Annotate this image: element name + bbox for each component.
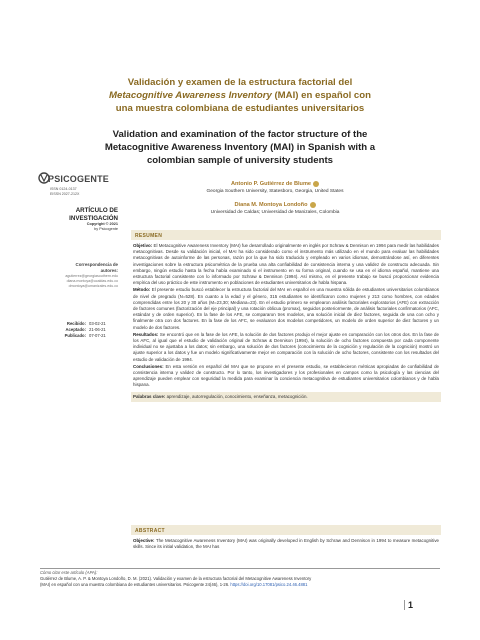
article-type-box bbox=[48, 207, 118, 232]
article-type-line2: INVESTIGACIÓN bbox=[69, 214, 118, 222]
abstract-objective: Objective: The Metacognitive Awareness Inventory (MAI) was originally developed in English by Schraw and Dennison in 1994 to measure metacognitive skills. Since its initial validation, the MAI has bbox=[133, 538, 440, 550]
resumen-metodo: Método: El presente estudio buscó establecer la estructura factorial del MAI en español en una muestra sólida de estudiantes universitarios colombianos de nivel de pregrado (N=528). En cuanto a la edad y el género, 315 estudiantes se identificaron como mujeres y 213 como hombres, con edades comprendidas entre los 20 y 30 años (M=23,30; Mediana=23). En el estudio primero se emplearon análisis factoriales exploratorios (AFE) con extracción de factores comunes (factorización del eje principal) y una rotación oblicua (promax), seguidos posteriormente, de análisis factoriales confirmatorios (AFC, estándar y de orden superior). En la fase de los AFE, se compararon tres modelos, una solución inicial de diez factores, seguida de una con ocho y finalmente otra con dos factores. En la fase de los AFC, se evaluaron dos modelos competidores, un modelo de orden superior de diez factores y un modelo de dos factores. bbox=[133, 287, 439, 330]
journal-name: PSICOGENTE bbox=[48, 174, 110, 184]
title-english bbox=[40, 128, 440, 167]
title-spanish bbox=[40, 76, 440, 115]
title-es-line1: Validación y examen de la estructura factorial del bbox=[127, 77, 353, 88]
author-1 bbox=[170, 180, 380, 195]
issn-print: ISSN 0124-0137 bbox=[50, 187, 77, 191]
resumen-resultados: Resultados: Se encontró que en la fase de los AFE, la solución de dos factores produjo el mejor ajuste en comparación con los otros dos. En la fase de los AFC, al igual que el estudio de validación original de Schraw & Dennison (1994), la solución de ocho factores compuesta por cada componente individual no se ajustaba a los datos; sin embargo, una solución de dos factores (conocimiento de la cognición y regulación de la cognición) mostró un ajuste superior a los datos y fue un modelo significativamente mejor en comparación con la solución de ocho factores, consistente con los resultados del estudio de validación de 1994. bbox=[133, 331, 439, 362]
correspondence-label2: autores: bbox=[100, 268, 118, 273]
doi-link[interactable]: https://doi.org/10.17081/psico.24.46.4881 bbox=[230, 582, 308, 587]
citation-divider bbox=[40, 568, 440, 569]
dates-box bbox=[48, 321, 120, 339]
page-number: 1 bbox=[404, 600, 413, 610]
date-accepted: Aceptado: 21-06-21 bbox=[65, 327, 106, 332]
title-es-line2-rest: (MAI) en español con bbox=[271, 90, 371, 101]
date-published: Publicado: 07-07-21 bbox=[64, 333, 106, 338]
journal-issn bbox=[50, 187, 79, 197]
author-2-name: Diana M. Montoya Londoño bbox=[234, 202, 308, 208]
author-2 bbox=[170, 201, 380, 216]
title-es-line2 bbox=[40, 89, 440, 102]
title-en-line3: colombian sample of university students bbox=[146, 155, 334, 166]
citation-line2: (MAI) en español con una muestra colombiana de estudiantes universitarios. Psicogente 24(46), 1-26. https://doi.org/10.17081/psico.24.46.4881 bbox=[40, 582, 308, 587]
email-link[interactable]: diana.montoya@ucaldas.edu.co bbox=[66, 279, 118, 283]
copyright: Copyright © 2021 bbox=[86, 222, 118, 226]
resumen-objetivo: Objetivo: El Metacognitive Awareness Inventory (MAI) fue desarrollado originalmente en inglés por Schraw & Dennison en 1994 para medir las habilidades metacognitivas. Desde su validación inicial, el MAI ha sido considerado como el instrumento más utilizado en el mundo para evaluar las habilidades metacognitivas de autoinforme de las personas, razón por la que ha sido traducido y empleado en varios idiomas, demostrándose así, en diferentes investigaciones sobre la estructura psicométrica de la prueba una alta confiabilidad de consistencia interna y una validez de constructo adecuada. Sin embargo, ningún estudio hasta la fecha había examinado si el instrumento en su forma original, cuando se usa en el idioma español, mantiene una estructura factorial consistente con lo informado por Schraw & Dennison (1994). Así mismo, en el presente trabajo se buscó proporcionar evidencia empírica del uso práctico de este instrumento en poblaciones de estudiantes universitarios de habla hispana. bbox=[133, 243, 440, 286]
correspondence-label1: Correspondencia de bbox=[75, 262, 118, 267]
citation-block bbox=[40, 570, 440, 588]
title-es-line3: una muestra colombiana de estudiantes universitarios bbox=[115, 103, 365, 114]
keywords: Palabras clave: aprendizaje, autorregulación, conocimiento, enseñanza, metacognición. bbox=[131, 392, 441, 402]
citation-line1: Gutiérrez de Blume, A. P. & Montoya Londoño, D. M. (2021). Validación y examen de la estructura factorial del Metacognitive Awareness Inventory bbox=[40, 576, 312, 581]
issn-electronic: EISSN 2027-212X bbox=[50, 192, 80, 196]
correspondence-box bbox=[48, 262, 118, 289]
resumen-conclusiones: Conclusiones: En esta versión en español del MAI que se propone en el presente estudio, se establecieron métricas apropiadas de confiabilidad de consistencia interna y validez de constructo. Por lo tanto, los investigadores y los profesionales en campos como la psicología y las ciencias del aprendizaje pueden emplear con seguridad la medida para examinar la conciencia metacognitiva de estudiantes universitarios colombianos y de habla hispana. bbox=[133, 363, 440, 388]
abstract-section bbox=[131, 525, 441, 550]
date-received: Recibido: 03-02-21 bbox=[66, 321, 106, 326]
copyright-by: by Psicogente bbox=[94, 227, 118, 231]
email-link[interactable]: agutierrez@georgiasouthern.edu bbox=[65, 274, 118, 278]
citation-label: Cómo citar este artículo (APA): bbox=[40, 570, 98, 575]
resumen-section bbox=[131, 230, 441, 402]
title-es-italic: Metacognitive Awareness Inventory bbox=[109, 90, 272, 101]
author-1-name: Antonio P. Gutiérrez de Blume bbox=[230, 181, 312, 187]
author-2-affiliation: Universidad de Caldas; Universidad de Manizales, Colombia bbox=[210, 210, 340, 215]
orcid-icon[interactable] bbox=[310, 202, 316, 208]
abstract-heading: ABSTRACT bbox=[131, 525, 441, 535]
author-1-affiliation: Georgia Southern University, Statesboro, Georgia, United States bbox=[206, 189, 344, 194]
email-link[interactable]: dmontoya@umanizales.edu.co bbox=[68, 284, 118, 288]
title-en-line2: Metacognitive Awareness Inventory (MAI) in Spanish with a bbox=[104, 142, 376, 153]
resumen-heading: RESUMEN bbox=[131, 230, 441, 240]
orcid-icon[interactable] bbox=[313, 181, 319, 187]
article-type-line1: ARTÍCULO DE bbox=[75, 207, 118, 214]
title-en-line1: Validation and examination of the factor structure of the bbox=[112, 129, 368, 140]
